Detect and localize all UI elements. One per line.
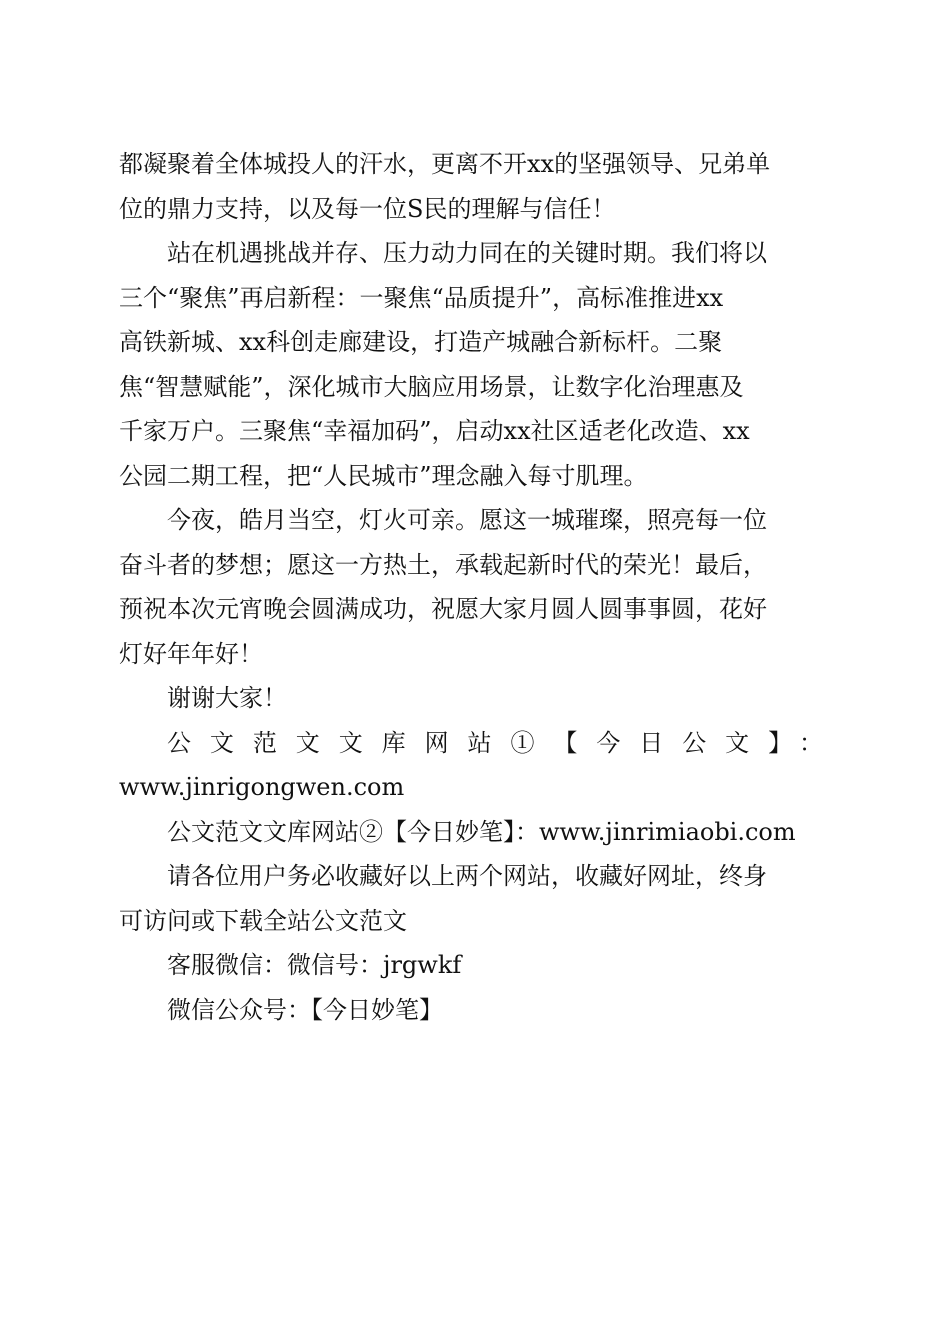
paragraph-blessing xyxy=(119,498,823,676)
paragraph-thanks-support xyxy=(119,142,823,231)
paragraph-website-2 xyxy=(119,810,823,855)
text-line: 灯好年年好！ xyxy=(119,639,263,668)
text-line: 预祝本次元宵晚会圆满成功，祝愿大家月圆人圆事事圆，花好 xyxy=(119,595,767,623)
text-line: 位的鼎力支持，以及每一位S民的理解与信任！ xyxy=(119,194,616,223)
text-line: 请各位用户务必收藏好以上两个网站，收藏好网址，终身 xyxy=(167,862,767,890)
text-line: 谢谢大家！ xyxy=(167,684,287,712)
paragraph-service-wechat xyxy=(119,943,823,988)
official-account-line: 微信公众号：【今日妙笔】 xyxy=(167,995,443,1024)
text-line: 奋斗者的梦想；愿这一方热土，承载起新时代的荣光！最后， xyxy=(119,550,767,579)
website-2-line[interactable]: 公文范文文库网站②【今日妙笔】：www.jinrimiaobi.com xyxy=(167,817,796,846)
paragraph-thank-you xyxy=(119,676,823,721)
text-line: 三个“聚焦”再启新程：一聚焦“品质提升”，高标准推进xx xyxy=(119,283,724,312)
document-page xyxy=(119,142,823,1032)
paragraph-official-account xyxy=(119,988,823,1033)
text-line: 都凝聚着全体城投人的汗水，更离不开xx的坚强领导、兄弟单 xyxy=(119,150,771,178)
paragraph-website-1 xyxy=(119,721,823,810)
website-1-url[interactable]: www.jinrigongwen.com xyxy=(119,773,405,801)
text-line: 今夜，皓月当空，灯火可亲。愿这一城璀璨，照亮每一位 xyxy=(167,506,767,534)
service-wechat-line: 客服微信：微信号：jrgwkf xyxy=(167,951,462,979)
text-line: 站在机遇挑战并存、压力动力同在的关键时期。我们将以 xyxy=(167,239,767,267)
text-line: 可访问或下载全站公文范文 xyxy=(119,906,407,935)
paragraph-three-focuses xyxy=(119,231,823,498)
paragraph-bookmark-notice xyxy=(119,854,823,943)
text-line: 焦“智慧赋能”，深化城市大脑应用场景，让数字化治理惠及 xyxy=(119,372,744,401)
text-line: 高铁新城、xx科创走廊建设，打造产城融合新标杆。二聚 xyxy=(119,328,723,356)
text-line: 公园二期工程，把“人民城市”理念融入每寸肌理。 xyxy=(119,461,648,490)
website-1-label: 公文范文文库网站①【今日公文】： xyxy=(167,728,823,757)
text-line: 千家万户。三聚焦“幸福加码”，启动xx社区适老化改造、xx xyxy=(119,417,750,445)
